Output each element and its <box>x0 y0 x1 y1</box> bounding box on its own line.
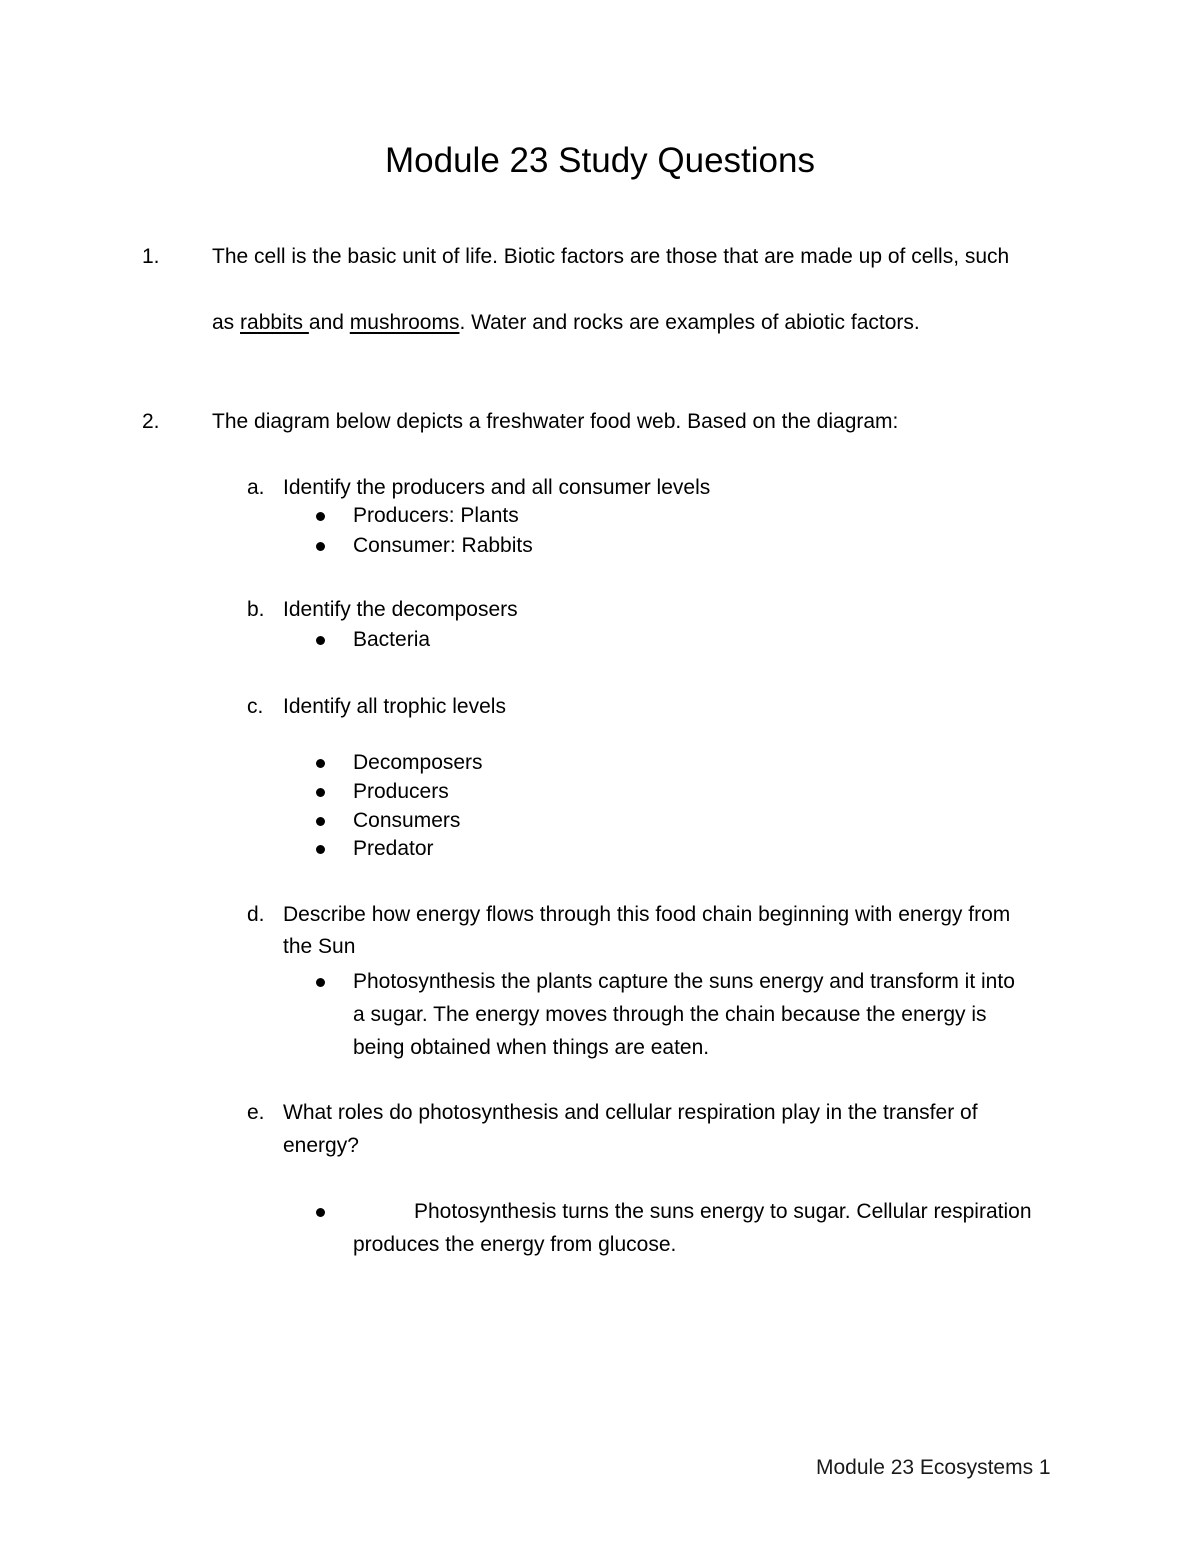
bullet-icon <box>316 636 325 645</box>
answer-b-1: Bacteria <box>353 628 431 651</box>
bullet-icon <box>316 788 325 797</box>
subquestion-c-letter: c. <box>247 695 264 718</box>
bullet-icon <box>316 759 325 768</box>
subquestion-a-text: Identify the producers and all consumer levels <box>283 476 711 499</box>
question-2-intro: The diagram below depicts a freshwater food web. Based on the diagram: <box>212 410 899 433</box>
answer-a-1: Producers: Plants <box>353 504 519 527</box>
bullet-icon <box>316 512 325 521</box>
answer-e-line1: Photosynthesis turns the suns energy to sugar. Cellular respiration <box>414 1200 1032 1223</box>
subquestion-e-line2: energy? <box>283 1134 359 1157</box>
bullet-icon <box>316 845 325 854</box>
bullet-icon <box>316 542 325 551</box>
bullet-icon <box>316 978 325 987</box>
answer-d-line1: Photosynthesis the plants capture the suns energy and transform it into <box>353 970 1015 993</box>
bullet-icon <box>316 817 325 826</box>
subquestion-e-letter: e. <box>247 1101 265 1124</box>
subquestion-e-line1: What roles do photosynthesis and cellular respiration play in the transfer of <box>283 1101 978 1124</box>
answer-e-line2: produces the energy from glucose. <box>353 1233 677 1256</box>
subquestion-d-line2: the Sun <box>283 935 356 958</box>
subquestion-a-letter: a. <box>247 476 265 499</box>
question-1-line2 <box>212 308 920 338</box>
underlined-rabbits: rabbits <box>240 311 309 334</box>
subquestion-c-text: Identify all trophic levels <box>283 695 506 718</box>
answer-c-1: Decomposers <box>353 751 483 774</box>
bullet-icon <box>316 1208 325 1217</box>
subquestion-b-letter: b. <box>247 598 265 621</box>
page-title: Module 23 Study Questions <box>385 141 815 180</box>
question-1-number: 1. <box>142 245 160 268</box>
subquestion-d-letter: d. <box>247 903 265 926</box>
subquestion-b-text: Identify the decomposers <box>283 598 518 621</box>
underlined-mushrooms: mushrooms <box>349 311 460 334</box>
question-1-suffix: . Water and rocks are examples of abiotic factors. <box>459 311 920 334</box>
question-1-line1: The cell is the basic unit of life. Biotic factors are those that are made up of cells, such <box>212 245 1010 268</box>
question-1-mid: and <box>308 311 350 334</box>
subquestion-d-line1: Describe how energy flows through this food chain beginning with energy from <box>283 903 1011 926</box>
question-2-number: 2. <box>142 410 160 433</box>
page-footer: Module 23 Ecosystems 1 <box>816 1456 1051 1479</box>
question-1-prefix: as <box>212 311 241 334</box>
answer-c-4: Predator <box>353 837 434 860</box>
answer-a-2: Consumer: Rabbits <box>353 534 533 557</box>
answer-c-2: Producers <box>353 780 449 803</box>
answer-d-line2: a sugar. The energy moves through the chain because the energy is <box>353 1003 987 1026</box>
answer-c-3: Consumers <box>353 809 461 832</box>
answer-d-line3: being obtained when things are eaten. <box>353 1036 710 1059</box>
